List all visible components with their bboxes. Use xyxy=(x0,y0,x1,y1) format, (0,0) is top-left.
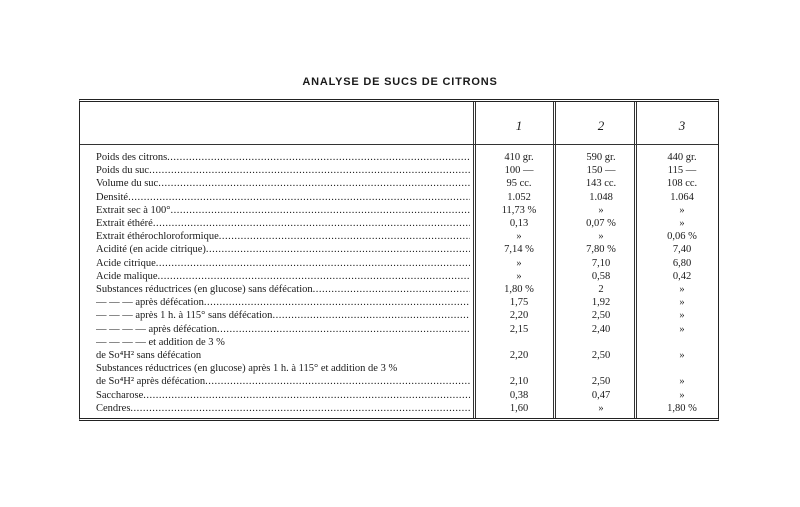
cell-value-3: » xyxy=(679,389,685,401)
table-row xyxy=(80,402,720,415)
cell-value-1: 0,38 xyxy=(509,389,529,401)
analysis-table xyxy=(79,99,719,421)
cell-value-2: 7,80 % xyxy=(586,244,616,256)
row-label: — — — après 1 h. à 115° sans défécation ..... xyxy=(96,309,470,322)
row-label: Substances réductrices (en glucose) sans défécation ..... xyxy=(96,283,470,296)
table-row xyxy=(80,296,720,309)
cell-value-1: 95 cc. xyxy=(506,178,532,190)
cell-value-3: 6,80 xyxy=(672,257,692,269)
table-row xyxy=(80,362,720,375)
cell-value-3: 1,80 % xyxy=(667,402,697,414)
cell-value-1: » xyxy=(516,231,522,243)
cell-value-2: 1.048 xyxy=(589,191,613,203)
row-label: Poids des citrons ..... xyxy=(96,151,470,164)
cell-value-3: » xyxy=(679,350,685,361)
cell-value-2: 143 cc. xyxy=(585,178,617,190)
cell-value-1: 7,14 % xyxy=(504,244,534,256)
row-label: Volume du suc ..... xyxy=(96,177,470,190)
cell-value-3: 1.064 xyxy=(670,191,694,203)
row-label: Saccharose ..... xyxy=(96,389,470,402)
cell-value-2: 2,50 xyxy=(591,310,611,322)
cell-value-1: 2,20 xyxy=(509,350,529,361)
table-row xyxy=(80,204,720,217)
table-row xyxy=(80,349,720,362)
cell-value-2: 0,58 xyxy=(591,270,611,282)
cell-value-1: 1,75 xyxy=(509,297,529,309)
cell-value-2: 590 gr. xyxy=(586,152,616,163)
cell-value-2: 150 — xyxy=(586,165,616,177)
table-row xyxy=(80,309,720,322)
cell-value-1: 1.052 xyxy=(507,191,531,203)
column-header-3: 3 xyxy=(678,118,686,133)
row-label: Extrait éthéré ..... xyxy=(96,217,470,230)
row-label: de So⁴H² sans défécation xyxy=(96,350,202,361)
column-header-2: 2 xyxy=(597,118,605,133)
row-label: Extrait sec à 100° ..... xyxy=(96,204,470,217)
cell-value-1: 1,80 % xyxy=(504,284,534,295)
cell-value-1: 2,20 xyxy=(509,310,529,322)
table-row xyxy=(80,389,720,402)
cell-value-3: 115 — xyxy=(667,165,697,177)
table-row xyxy=(80,243,720,256)
cell-value-2: » xyxy=(598,204,604,216)
row-label: Substances réductrices (en glucose) après 1 h. à 115° et addition de 3 % xyxy=(96,363,398,375)
row-label: Cendres ..... xyxy=(96,402,470,415)
cell-value-3: » xyxy=(679,310,685,322)
row-label: Acide malique ..... xyxy=(96,270,470,283)
cell-value-1: 100 — xyxy=(504,165,534,177)
table-row xyxy=(80,257,720,270)
cell-value-3: 0,06 % xyxy=(667,231,697,243)
row-label: Acide citrique ..... xyxy=(96,257,470,270)
table-row xyxy=(80,323,720,336)
cell-value-3: » xyxy=(679,323,685,335)
cell-value-1: 2,10 xyxy=(509,376,529,388)
table-row xyxy=(80,230,720,243)
cell-value-2: 2,50 xyxy=(591,376,611,388)
cell-value-3: » xyxy=(679,297,685,309)
row-label: Extrait éthérochloroformique ..... xyxy=(96,230,470,243)
cell-value-3: 440 gr. xyxy=(667,152,697,163)
cell-value-3: 0,42 xyxy=(672,270,692,282)
cell-value-1: 2,15 xyxy=(509,323,529,335)
cell-value-3: » xyxy=(679,376,685,388)
row-label: Acidité (en acide citrique) ..... xyxy=(96,243,470,256)
cell-value-2: 2 xyxy=(598,284,604,295)
row-label: — — — — et addition de 3 % xyxy=(96,336,225,348)
table-row xyxy=(80,336,720,349)
row-label: Poids du suc ..... xyxy=(96,164,470,177)
cell-value-3: » xyxy=(679,284,685,295)
cell-value-2: 0,47 xyxy=(591,389,611,401)
table-row xyxy=(80,151,720,164)
header-rule xyxy=(80,144,718,145)
table-row xyxy=(80,177,720,190)
cell-value-1: 11,73 % xyxy=(501,204,537,216)
cell-value-2: 7,10 xyxy=(591,257,611,269)
table-row xyxy=(80,164,720,177)
table-row xyxy=(80,270,720,283)
cell-value-2: 2,40 xyxy=(591,323,611,335)
cell-value-2: 0,07 % xyxy=(586,218,616,229)
table-row xyxy=(80,191,720,204)
cell-value-1: 410 gr. xyxy=(504,152,534,163)
row-label: — — — — après défécation ..... xyxy=(96,323,470,336)
cell-value-2: » xyxy=(598,231,604,243)
cell-value-1: 0,13 xyxy=(509,218,529,229)
cell-value-1: » xyxy=(516,257,522,269)
row-label: — — — après défécation ..... xyxy=(96,296,470,309)
table-row xyxy=(80,217,720,230)
table-row xyxy=(80,283,720,296)
cell-value-3: » xyxy=(679,218,685,229)
cell-value-2: 2,50 xyxy=(591,350,611,361)
cell-value-2: 1,92 xyxy=(591,297,611,309)
cell-value-2: » xyxy=(598,402,604,414)
cell-value-3: » xyxy=(679,204,685,216)
cell-value-1: 1,60 xyxy=(509,402,529,414)
column-header-1: 1 xyxy=(515,118,523,133)
row-label: Densité ..... xyxy=(96,191,470,204)
cell-value-1: » xyxy=(516,270,522,282)
cell-value-3: 108 cc. xyxy=(666,178,698,190)
cell-value-3: 7,40 xyxy=(672,244,692,256)
row-label: de So⁴H² après défécation ..... xyxy=(96,375,470,388)
table-row xyxy=(80,375,720,388)
table-title: ANALYSE DE SUCS DE CITRONS xyxy=(302,76,498,88)
